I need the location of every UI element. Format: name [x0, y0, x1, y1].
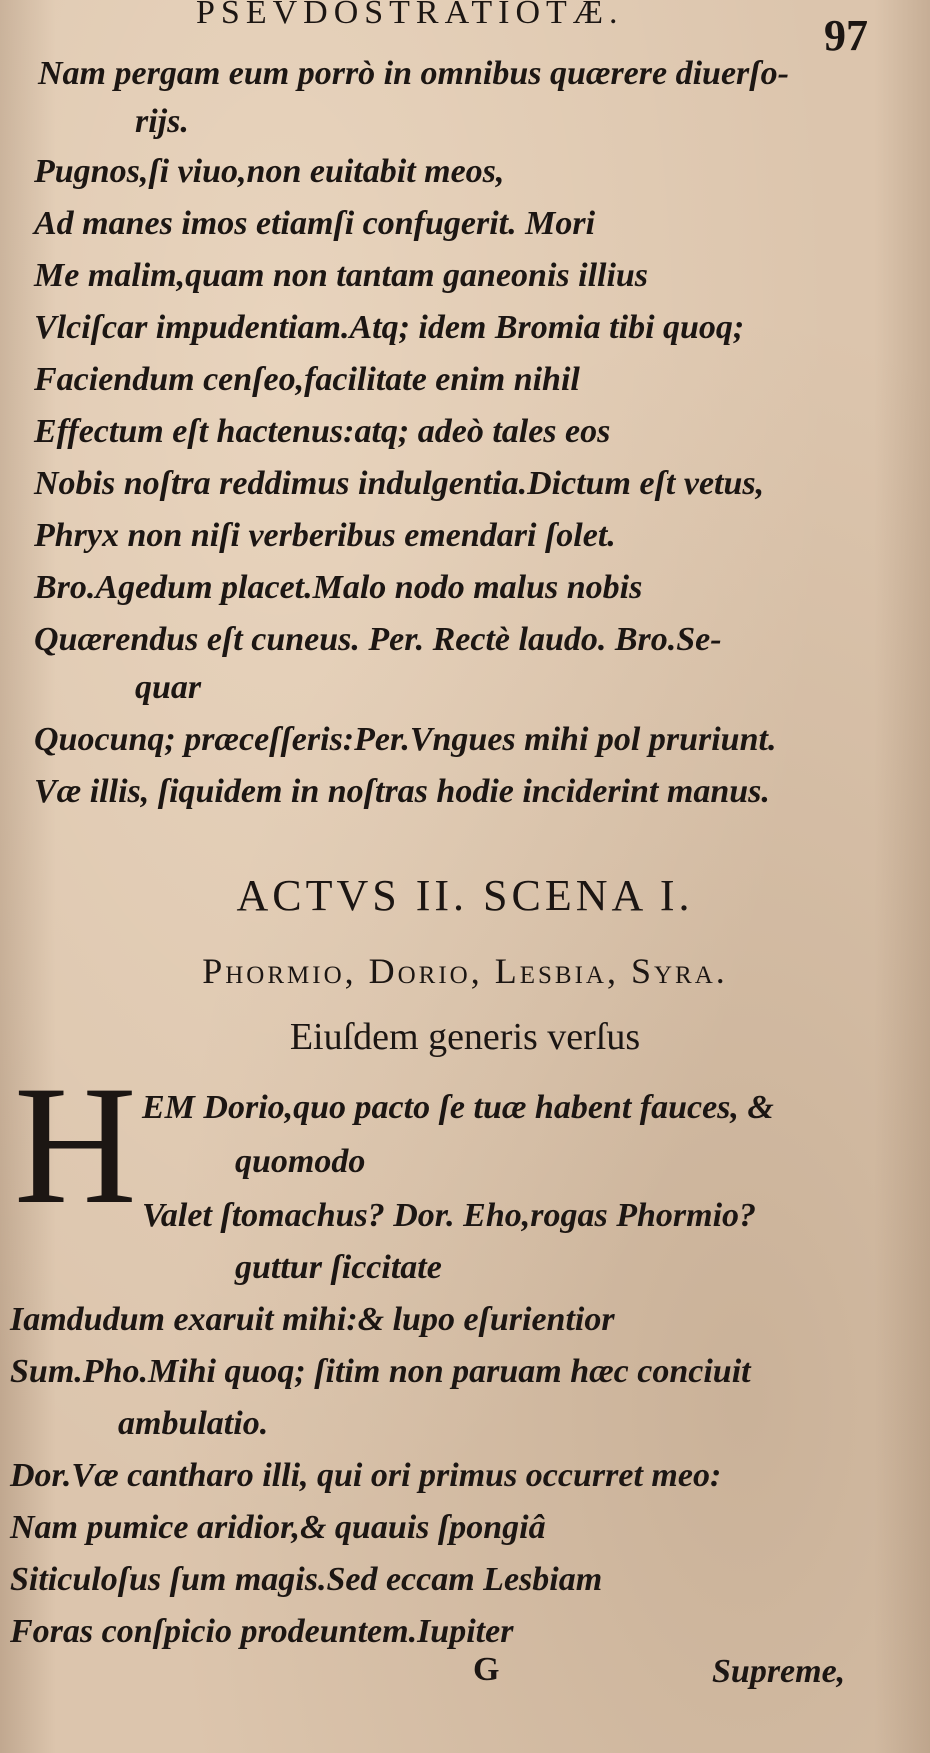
verse-line: Me malim,quam non tantam ganeonis illius — [34, 257, 649, 294]
signature-mark: G — [473, 1651, 500, 1688]
verse-line: guttur ſiccitate — [235, 1249, 442, 1286]
verse-line: Quærendus eſt cuneus. Per. Rectè laudo. Bro.Se- — [34, 621, 722, 658]
verse-line: Væ illis, ſiquidem in noſtras hodie inciderint manus. — [34, 773, 770, 810]
verse-line: Dor.Væ cantharo illi, qui ori primus occurret meo: — [10, 1457, 722, 1494]
verse-line: quomodo — [235, 1143, 366, 1180]
verse-line: Phryx non niſi verberibus emendari ſolet. — [34, 517, 616, 554]
verse-line: Valet ſtomachus? Dor. Eho,rogas Phormio? — [142, 1197, 757, 1234]
verse-type-note: Eiuſdem generis verſus — [289, 1016, 641, 1058]
verse-line: quar — [135, 669, 202, 706]
verse-line: Foras conſpicio prodeuntem.Iupiter — [10, 1613, 514, 1650]
verse-line: Vlciſcar impudentiam.Atq; idem Bromia tibi quoq; — [34, 309, 745, 346]
verse-line: riјs. — [135, 103, 189, 140]
verse-line: Siticuloſus ſum magis.Sed eccam Lesbiam — [10, 1561, 603, 1598]
page-footer — [0, 1651, 930, 1715]
verse-line: EM Dorio,quo pacto ſe tuæ habent fauces, & — [142, 1089, 774, 1126]
verse-line: Nobis noſtra reddimus indulgentia.Dictum eſt vetus, — [34, 465, 765, 502]
catchword: Supreme, — [712, 1653, 846, 1690]
verse-line: Nam pumice aridior,& quauis ſpongiâ — [10, 1509, 546, 1546]
verse-line: Faciendum cenſeo,facilitate enim nihil — [34, 361, 580, 398]
verse-line: Ad manes imos etiamſi confugerit. Mori — [34, 205, 596, 242]
verse-line: Pugnos,ſi viuo,non euitabit meos, — [34, 153, 505, 190]
drop-cap-initial: H — [14, 1051, 137, 1239]
dramatis-personae: Phormio, Dorio, Lesbia, Syra. — [202, 951, 728, 991]
verse-line: Effectum eſt hactenus:atq; adeò tales eos — [34, 413, 611, 450]
page-number: 97 — [824, 11, 868, 60]
page-header — [0, 0, 930, 60]
verse-line: Nam pergam eum porrò in omnibus quærere diuerſo- — [38, 55, 789, 92]
running-head: PSEVDOSTRATIOTÆ. — [196, 0, 624, 31]
verse-line: ambulatio. — [118, 1405, 269, 1442]
act-scene-heading: ACTVS II. SCENA I. — [236, 871, 694, 920]
verse-line: Sum.Pho.Mihi quoq; ſitim non paruam hæc conciuit — [10, 1353, 751, 1390]
verse-line: Bro.Agedum placet.Malo nodo malus nobis — [34, 569, 643, 606]
verse-line: Iamdudum exaruit mihi:& lupo eſurientior — [10, 1301, 615, 1338]
verse-line: Quocunq; præceſſeris:Per.Vngues mihi pol pruriunt. — [34, 721, 777, 758]
